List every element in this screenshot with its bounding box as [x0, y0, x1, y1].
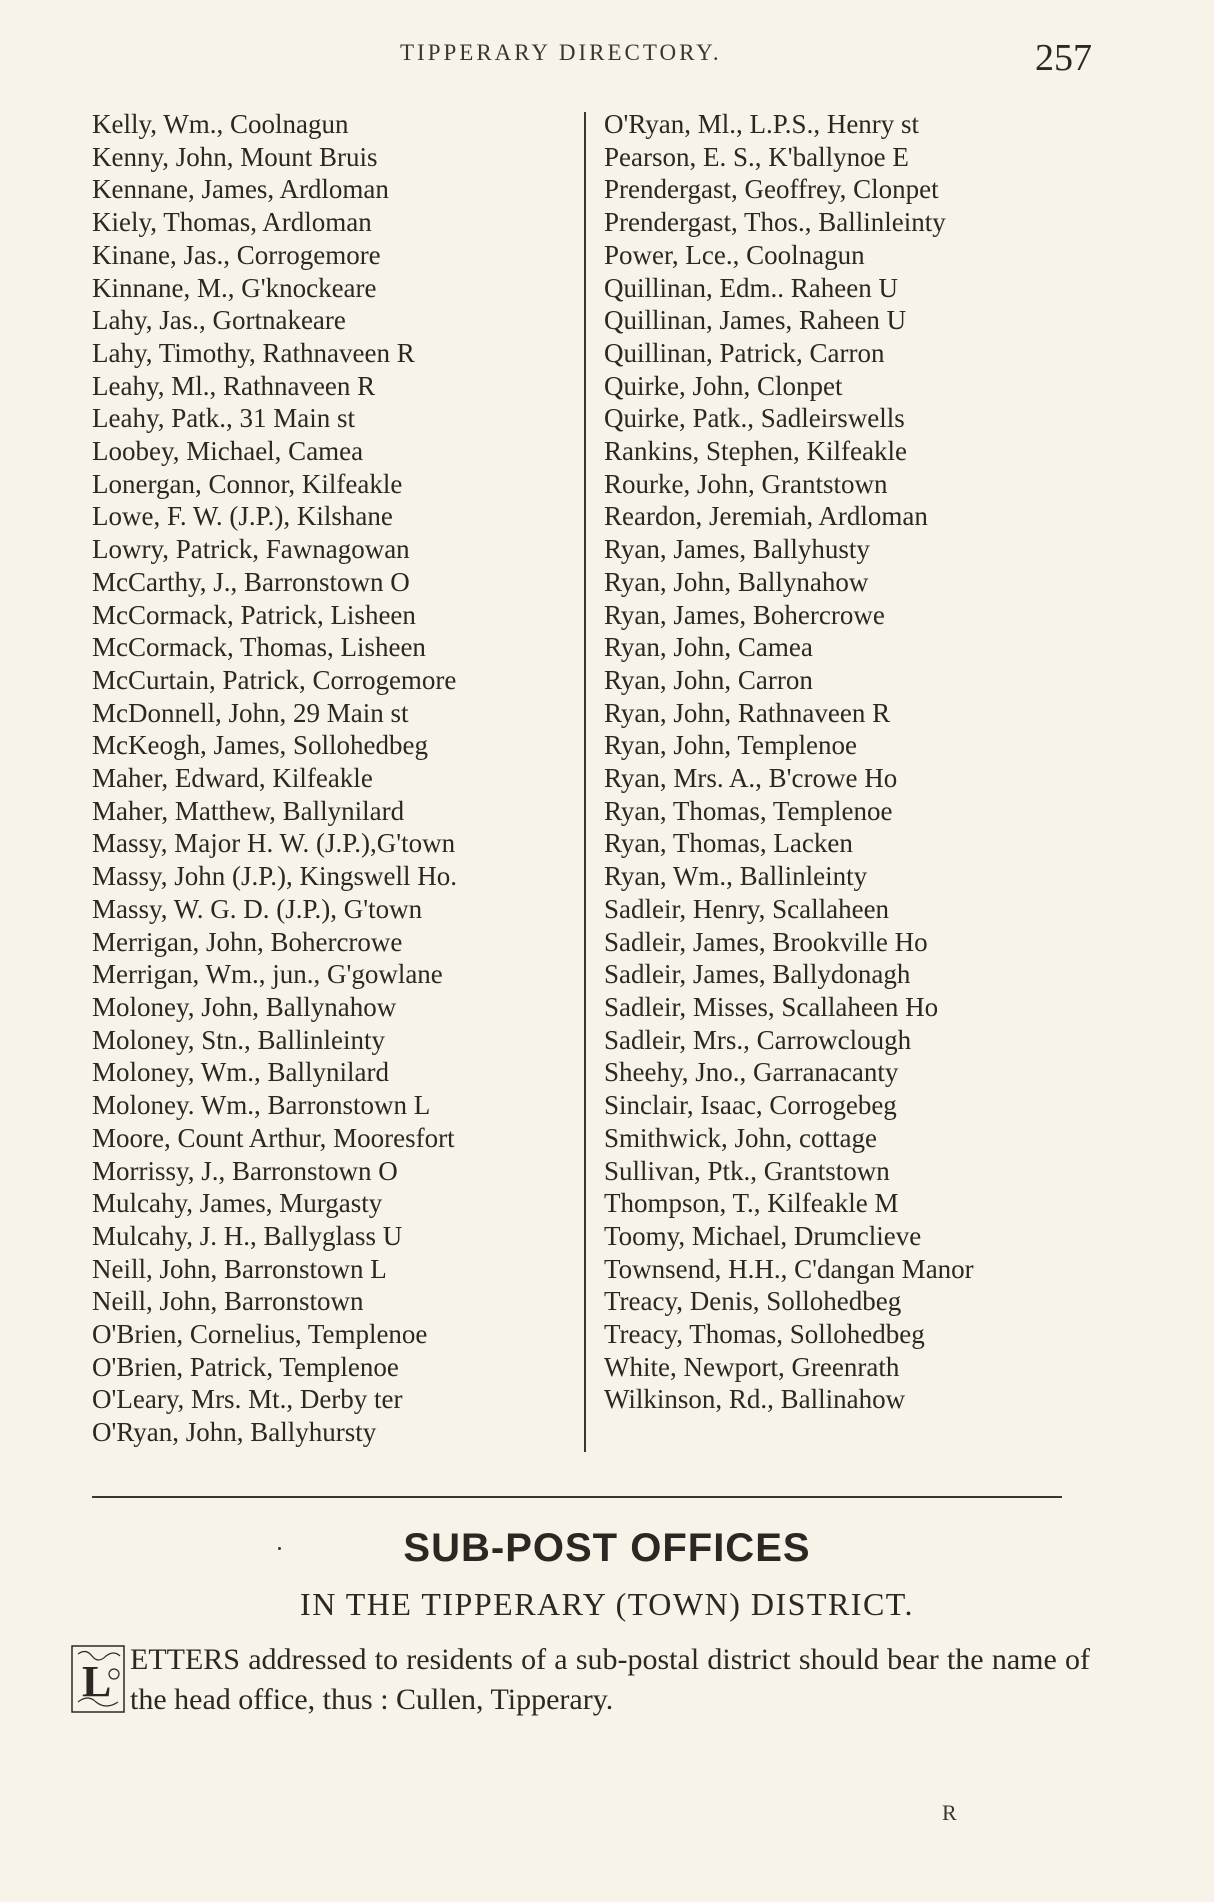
drop-cap-letter: L [82, 1657, 112, 1706]
directory-entry: Lahy, Timothy, Rathnaveen R [92, 337, 415, 368]
directory-entry: Massy, John (J.P.), Kingswell Ho. [92, 861, 458, 892]
directory-entry: Reardon, Jeremiah, Ardloman [604, 501, 928, 532]
notice-paragraph [70, 1640, 1090, 1720]
directory-entry: Sadleir, Misses, Scallaheen Ho [604, 991, 939, 1022]
directory-entry: O'Ryan, John, Ballyhursty [92, 1417, 377, 1448]
directory-entry: O'Leary, Mrs. Mt., Derby ter [92, 1384, 403, 1415]
directory-entry: O'Ryan, Ml., L.P.S., Henry st [604, 109, 920, 139]
directory-entry: Leahy, Patk., 31 Main st [92, 403, 355, 434]
directory-entry: Sheehy, Jno., Garranacanty [604, 1057, 899, 1088]
directory-entry: Ryan, James, Bohercrowe [604, 599, 885, 630]
directory-entry: Massy, Major H. W. (J.P.),G'town [92, 828, 456, 859]
directory-entry: Maher, Edward, Kilfeakle [92, 763, 373, 794]
directory-entry: Quirke, Patk., Sadleirswells [604, 403, 905, 434]
directory-entry: Kinnane, M., G'knockeare [92, 272, 377, 303]
section-title: SUB-POST OFFICES [403, 1526, 811, 1570]
directory-entry: Quillinan, Edm.. Raheen U [604, 272, 898, 303]
directory-entry: Smithwick, John, cottage [604, 1122, 877, 1153]
directory-entry: Ryan, James, Ballyhusty [604, 534, 870, 565]
directory-entry: Treacy, Thomas, Sollohedbeg [604, 1319, 925, 1350]
directory-entry: Sadleir, James, Brookville Ho [604, 926, 928, 957]
directory-entry: Quirke, John, Clonpet [604, 370, 843, 401]
directory-entry: Loobey, Michael, Camea [92, 436, 364, 467]
directory-entry: Lonergan, Connor, Kilfeakle [92, 468, 403, 499]
directory-entry: McCarthy, J., Barronstown O [92, 566, 410, 597]
directory-entry: Townsend, H.H., C'dangan Manor [604, 1253, 974, 1284]
directory-entry: Massy, W. G. D. (J.P.), G'town [92, 893, 423, 924]
directory-entry: Wilkinson, Rd., Ballinahow [604, 1384, 906, 1415]
directory-entry: Neill, John, Barronstown [92, 1286, 364, 1317]
directory-entry: Moloney, John, Ballynahow [92, 991, 397, 1022]
directory-entry: Moloney, Stn., Ballinleinty [92, 1024, 385, 1055]
directory-entry: Mulcahy, J. H., Ballyglass U [92, 1220, 403, 1251]
directory-entry: Merrigan, Wm., jun., G'gowlane [92, 959, 443, 990]
directory-entry: Ryan, John, Templenoe [604, 730, 857, 761]
notice-text: ETTERS addressed to residents of a sub-postal district should bear the name of the head office, thus : Cullen, Tipperary. [130, 1643, 1090, 1716]
directory-entry: Ryan, John, Camea [604, 632, 813, 663]
directory-entry: Kennane, James, Ardloman [92, 174, 389, 205]
directory-right-column [604, 108, 1094, 1416]
directory-entry: Ryan, John, Carron [604, 664, 813, 695]
directory-entry: Maher, Matthew, Ballynilard [92, 795, 405, 826]
directory-entry: Morrissy, J., Barronstown O [92, 1155, 398, 1186]
directory-entry: McCurtain, Patrick, Corrogemore [92, 664, 457, 695]
directory-entry: Lowe, F. W. (J.P.), Kilshane [92, 501, 393, 532]
directory-entry: Thompson, T., Kilfeakle M [604, 1188, 899, 1219]
directory-left-column [92, 108, 580, 1449]
directory-entry: Power, Lce., Coolnagun [604, 239, 865, 270]
directory-entry: Moloney. Wm., Barronstown L [92, 1090, 431, 1121]
directory-entry: Treacy, Denis, Sollohedbeg [604, 1286, 902, 1317]
directory-entry: Toomy, Michael, Drumclieve [604, 1220, 922, 1251]
directory-entry: Ryan, John, Ballynahow [604, 566, 869, 597]
directory-entry: McKeogh, James, Sollohedbeg [92, 730, 428, 761]
directory-entry: Prendergast, Thos., Ballinleinty [604, 207, 946, 238]
directory-entry: Merrigan, John, Bohercrowe [92, 926, 403, 957]
directory-entry: Rankins, Stephen, Kilfeakle [604, 436, 907, 467]
directory-entry: O'Brien, Patrick, Templenoe [92, 1351, 399, 1382]
directory-entry: McCormack, Patrick, Lisheen [92, 599, 416, 630]
column-divider [584, 112, 586, 1452]
directory-entry: Sadleir, Mrs., Carrowclough [604, 1024, 912, 1055]
directory-entry: Kelly, Wm., Coolnagun [92, 109, 349, 139]
directory-entry: Lowry, Patrick, Fawnagowan [92, 534, 410, 565]
directory-entry: Pearson, E. S., K'ballynoe E [604, 141, 909, 172]
directory-entry: Sinclair, Isaac, Corrogebeg [604, 1090, 897, 1121]
directory-entry: Ryan, Thomas, Lacken [604, 828, 853, 859]
directory-entry: Kenny, John, Mount Bruis [92, 141, 378, 172]
directory-entry: McDonnell, John, 29 Main st [92, 697, 409, 728]
directory-entry: Leahy, Ml., Rathnaveen R [92, 370, 376, 401]
directory-entry: Neill, John, Barronstown L [92, 1253, 387, 1284]
running-head: TIPPERARY DIRECTORY. [400, 40, 722, 65]
directory-entry: Ryan, Mrs. A., B'crowe Ho [604, 763, 898, 794]
directory-entry: Lahy, Jas., Gortnakeare [92, 305, 346, 336]
section-subtitle: IN THE TIPPERARY (TOWN) DISTRICT. [300, 1586, 914, 1622]
directory-entry: White, Newport, Greenrath [604, 1351, 900, 1382]
signature-mark: R [942, 1800, 957, 1825]
directory-entry: Kiely, Thomas, Ardloman [92, 207, 372, 238]
directory-entry: Mulcahy, James, Murgasty [92, 1188, 383, 1219]
directory-entry: Kinane, Jas., Corrogemore [92, 239, 381, 270]
directory-entry: Prendergast, Geoffrey, Clonpet [604, 174, 939, 205]
section-divider-rule [92, 1496, 1062, 1498]
directory-entry: O'Brien, Cornelius, Templenoe [92, 1319, 428, 1350]
directory-entry: Rourke, John, Grantstown [604, 468, 888, 499]
directory-entry: Moloney, Wm., Ballynilard [92, 1057, 389, 1088]
directory-entry: Ryan, Wm., Ballinleinty [604, 861, 868, 892]
directory-entry: Sadleir, Henry, Scallaheen [604, 893, 890, 924]
directory-entry: Quillinan, James, Raheen U [604, 305, 907, 336]
directory-entry: Ryan, John, Rathnaveen R [604, 697, 891, 728]
directory-entry: Sullivan, Ptk., Grantstown [604, 1155, 890, 1186]
directory-entry: Sadleir, James, Ballydonagh [604, 959, 911, 990]
page-number: 257 [1035, 37, 1092, 79]
directory-entry: McCormack, Thomas, Lisheen [92, 632, 426, 663]
directory-entry: Quillinan, Patrick, Carron [604, 337, 885, 368]
directory-entry: Moore, Count Arthur, Mooresfort [92, 1122, 455, 1153]
drop-cap-ornament-icon [70, 1644, 126, 1714]
directory-entry: Ryan, Thomas, Templenoe [604, 795, 893, 826]
